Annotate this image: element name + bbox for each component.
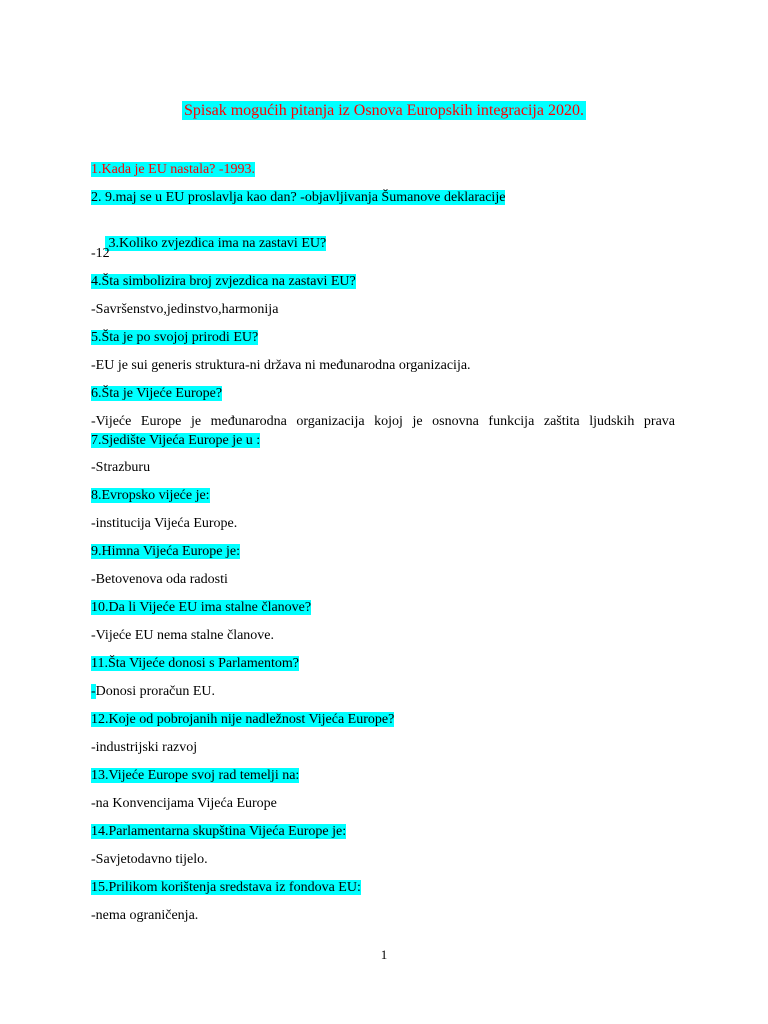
answer-7: [91, 459, 150, 477]
question-5: [91, 329, 258, 347]
answer-10-text: -Vijeće EU nema stalne članove.: [91, 628, 275, 643]
question-12-text: 12.Koje od pobrojanih nije nadležnost Vijeća Europe?: [91, 712, 395, 727]
answer-9-text: -Betovenova oda radosti: [91, 572, 228, 587]
answer-15-text: -nema ograničenja.: [91, 908, 199, 923]
answer-13-text: -na Konvencijama Vijeća Europe: [91, 796, 277, 811]
question-7: [91, 432, 260, 450]
answer-5: [91, 357, 471, 375]
answer-11-text: Donosi proračun EU.: [95, 684, 216, 699]
question-8: [91, 487, 210, 505]
question-11: [91, 655, 299, 673]
answer-4: [91, 301, 278, 319]
answer-15: [91, 907, 198, 925]
question-10: [91, 599, 311, 617]
answer-13: [91, 795, 277, 813]
answer-6: -Vijeće Europe je međunarodna organizacija kojoj je osnovna funkcija zaštita ljudskih prava: [91, 414, 675, 429]
answer-3: [91, 245, 110, 263]
answer-5-text: -EU je sui generis struktura-ni država ni međunarodna organizacija.: [91, 358, 471, 373]
question-3-text: 3.Koliko zvjezdica ima na zastavi EU?: [105, 236, 327, 251]
question-13-text: 13.Vijeće Europe svoj rad temelji na:: [91, 768, 300, 783]
question-8-text: 8.Evropsko vijeće je:: [91, 488, 210, 503]
question-15-text: 15.Prilikom korištenja sredstava iz fondova EU:: [91, 880, 361, 895]
answer-8: [91, 515, 237, 533]
page-number: 1: [380, 947, 388, 962]
question-12: [91, 711, 394, 729]
question-15: [91, 879, 361, 897]
question-4-text: 4.Šta simbolizira broj zvjezdica na zastavi EU?: [91, 274, 356, 289]
answer-9: [91, 571, 228, 589]
question-1: [91, 161, 255, 179]
answer-10: [91, 627, 274, 645]
answer-12-text: -industrijski razvoj: [91, 740, 198, 755]
question-2: [91, 189, 505, 207]
document-title-text: Spisak mogućih pitanja iz Osnova Europskih integracija 2020.: [184, 102, 584, 119]
question-14: [91, 823, 346, 841]
answer-12: [91, 739, 197, 757]
answer-4-text: -Savršenstvo,jedinstvo,harmonija: [91, 302, 279, 317]
answer-11: [91, 683, 215, 701]
question-1-text: 1.Kada je EU nastala? -1993.: [91, 162, 256, 177]
answer-14-text: -Savjetodavno tijelo.: [91, 852, 208, 867]
question-10-text: 10.Da li Vijeće EU ima stalne članove?: [91, 600, 312, 615]
question-6-text: 6.Šta je Vijeće Europe?: [91, 386, 223, 401]
answer-8-text: -institucija Vijeća Europe.: [91, 516, 238, 531]
question-4: [91, 273, 356, 291]
question-14-text: 14.Parlamentarna skupština Vijeća Europe je:: [91, 824, 347, 839]
question-3: [91, 217, 326, 271]
answer-14: [91, 851, 208, 869]
question-9-text: 9.Himna Vijeća Europe je:: [91, 544, 240, 559]
question-9: [91, 543, 240, 561]
question-11-text: 11.Šta Vijeće donosi s Parlamentom?: [91, 656, 299, 671]
document-title: [0, 101, 768, 121]
answer-11-dash: -: [91, 684, 96, 699]
question-7-text: 7.Sjedište Vijeća Europe je u :: [91, 433, 261, 448]
question-6: [91, 385, 222, 403]
question-13: [91, 767, 299, 785]
answer-7-text: -Strazburu: [91, 460, 151, 475]
answer-3-text: -12: [91, 246, 110, 261]
question-2-text: 2. 9.maj se u EU proslavlja kao dan? -objavljivanja Šumanove deklaracije: [91, 190, 506, 205]
question-5-text: 5.Šta je po svojoj prirodi EU?: [91, 330, 259, 345]
